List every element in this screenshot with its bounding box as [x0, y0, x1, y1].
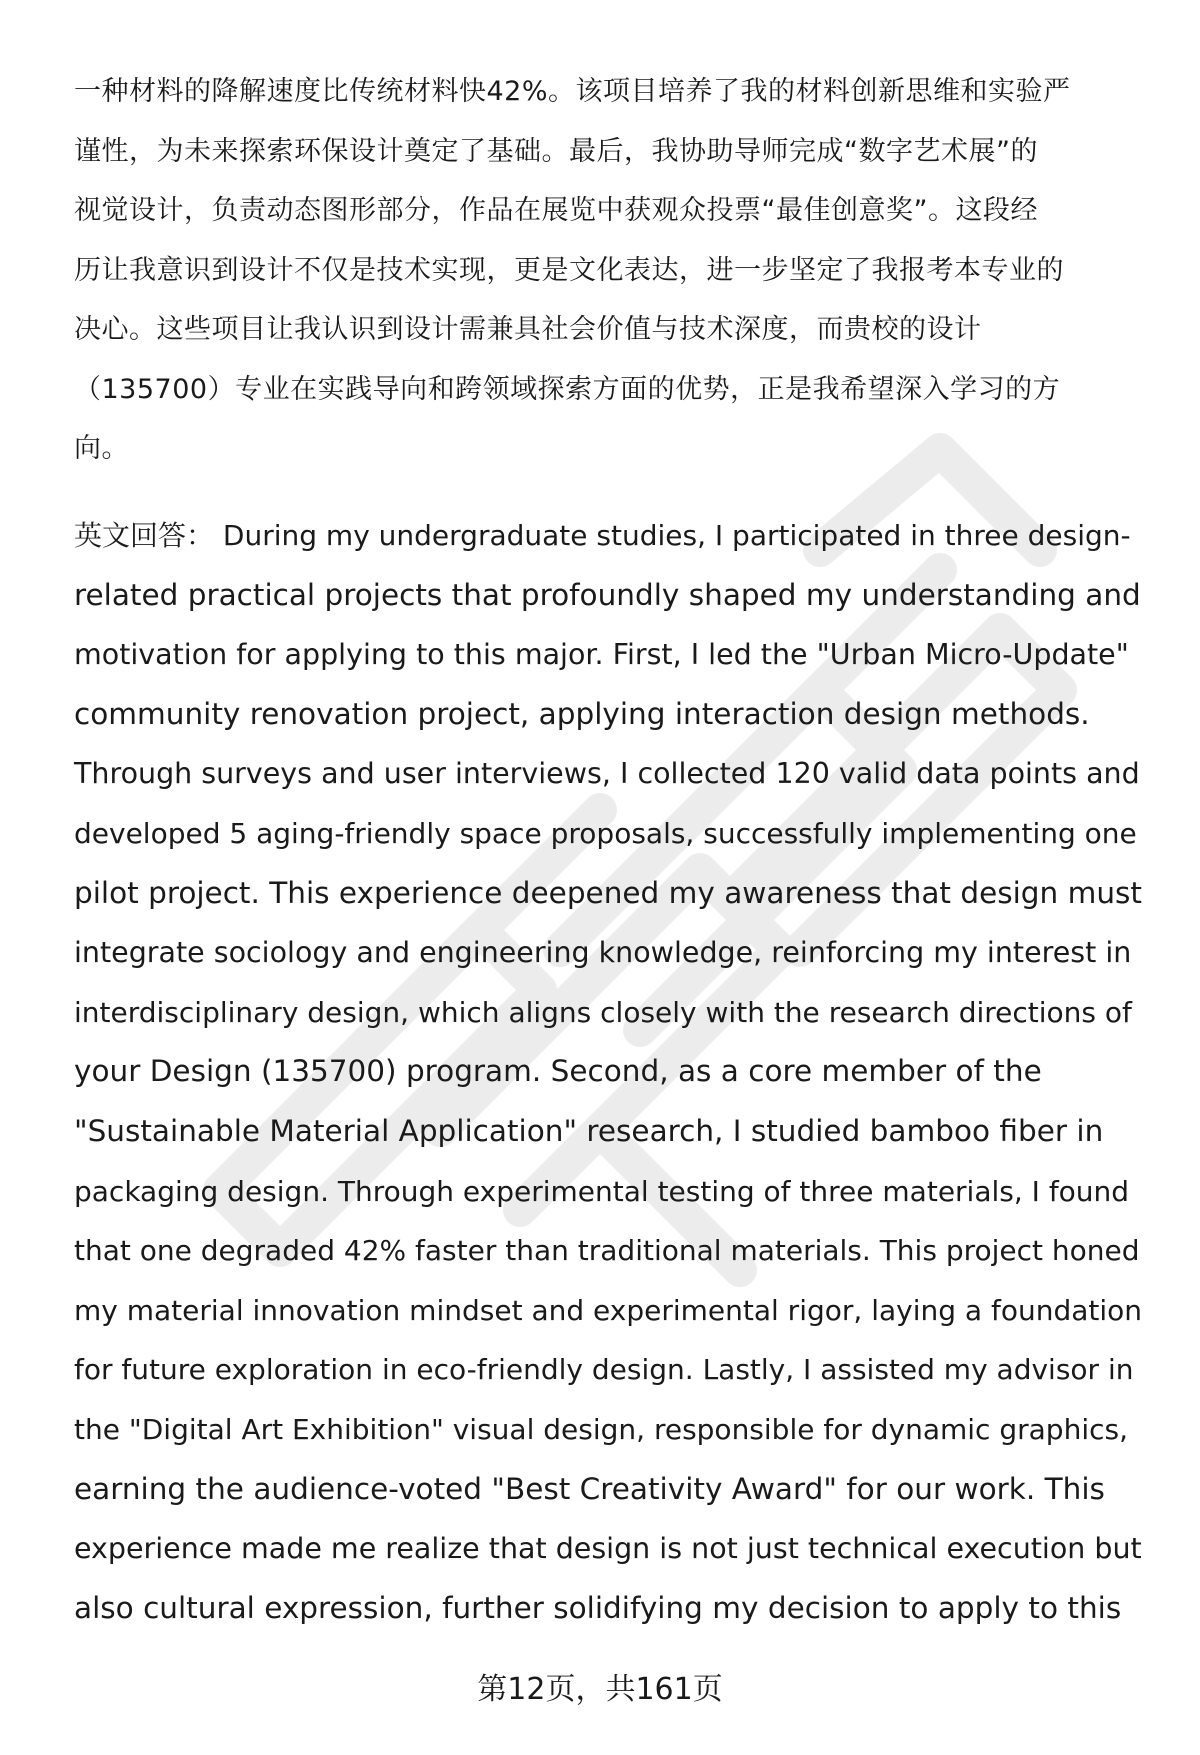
english-line: my material innovation mindset and experimental rigor, laying a foundation [74, 1293, 1143, 1327]
chinese-line: 一种材料的降解速度比传统材料快42%。该项目培养了我的材料创新思维和实验严 [74, 76, 1071, 107]
english-line: pilot project. This experience deepened my awareness that design must [74, 875, 1142, 910]
chinese-line: 视觉设计，负责动态图形部分，作品在展览中获观众投票“最佳创意奖”。这段经 [74, 195, 1038, 226]
english-line: also cultural expression, further solidifying my decision to apply to this [74, 1590, 1122, 1625]
chinese-line: 历让我意识到设计不仅是技术实现，更是文化表达，进一步坚定了我报考本专业的 [74, 254, 1064, 286]
english-line: community renovation project, applying interaction design methods. [74, 696, 1090, 731]
english-line: 英文回答： During my undergraduate studies, I participated in three design- [74, 519, 1131, 552]
english-line: earning the audience-voted "Best Creativity Award" for our work. This [74, 1471, 1105, 1506]
chinese-line: 决心。这些项目让我认识到设计需兼具社会价值与技术深度，而贵校的设计 [74, 314, 982, 345]
chinese-line: （135700）专业在实践导向和跨领域探索方面的优势，正是我希望深入学习的方 [74, 373, 1061, 405]
english-line: that one degraded 42% faster than traditional materials. This project honed [74, 1234, 1140, 1268]
chinese-line: 向。 [74, 433, 129, 464]
english-line: Through surveys and user interviews, I collected 120 valid data points and [74, 757, 1140, 791]
english-line: integrate sociology and engineering knowledge, reinforcing my interest in [74, 936, 1132, 970]
english-line: for future exploration in eco-friendly design. Lastly, I assisted my advisor in [74, 1353, 1134, 1387]
english-line: packaging design. Through experimental testing of three materials, I found [74, 1174, 1130, 1208]
english-line: experience made me realize that design is not just technical execution but [74, 1532, 1142, 1566]
english-line: "Sustainable Material Application" research, I studied bamboo fiber in [74, 1113, 1104, 1148]
chinese-line: 谨性，为未来探索环保设计奠定了基础。最后，我协助导师完成“数字艺术展”的 [74, 135, 1038, 167]
english-line: the "Digital Art Exhibition" visual design, responsible for dynamic graphics, [74, 1412, 1128, 1446]
page-number-footer: 第12页，共161页 [477, 1672, 723, 1707]
english-line: your Design (135700) program. Second, as a core member of the [74, 1054, 1042, 1089]
english-answer-paragraph [74, 506, 1146, 1638]
english-line: motivation for applying to this major. First, I led the "Urban Micro-Update" [74, 638, 1129, 672]
english-line: interdisciplinary design, which aligns closely with the research directions of [74, 995, 1132, 1029]
english-line: related practical projects that profoundly shaped my understanding and [74, 577, 1141, 612]
chinese-paragraph [74, 62, 1146, 479]
english-line: developed 5 aging-friendly space proposals, successfully implementing one [74, 816, 1137, 850]
